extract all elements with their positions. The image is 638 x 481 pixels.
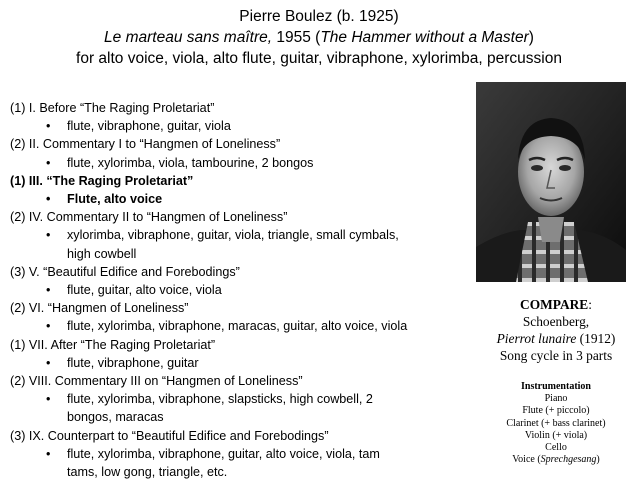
movement-instruments xyxy=(10,317,460,335)
work-title: Le marteau sans maître, xyxy=(104,29,273,46)
instrument-item: Piano xyxy=(544,393,568,405)
instrument-line: Flute, alto voice xyxy=(67,192,163,207)
instrument-line: high cowbell xyxy=(67,246,137,261)
instrumentation-heading: Instrumentation xyxy=(520,381,591,392)
scoring-line: for alto voice, viola, alto flute, guitar, vibraphone, xylorimba, percussion xyxy=(76,50,562,67)
instrument-line: flute, xylorimba, vibraphone, slapsticks, high cowbell, 2 xyxy=(67,392,373,407)
instrument-line: flute, xylorimba, vibraphone, maracas, guitar, alto voice, viola xyxy=(67,319,408,334)
instrument-item: Flute (+ piccolo) xyxy=(522,405,590,417)
bullet-icon: • xyxy=(46,228,51,243)
movement-instruments xyxy=(10,354,460,372)
bullet-icon: • xyxy=(46,392,51,407)
compare-work-line xyxy=(476,330,636,347)
instrument-line: tams, low gong, triangle, etc. xyxy=(67,465,228,480)
movement-item: (3) IX. Counterpart to “Beautiful Edifice and Forebodings” xyxy=(10,428,329,443)
work-year: 1955 ( xyxy=(272,29,321,46)
movement-instruments xyxy=(10,190,460,208)
slide-header xyxy=(0,6,638,69)
movement-instruments xyxy=(10,117,460,135)
compare-box xyxy=(476,296,636,364)
bullet-icon: • xyxy=(46,119,51,134)
movement-item: (2) VIII. Commentary III on “Hangmen of Loneliness” xyxy=(10,374,303,389)
movement-item: (3) V. “Beautiful Edifice and Forebodings” xyxy=(10,264,240,279)
compare-heading-line xyxy=(476,296,636,313)
instrument-line: flute, vibraphone, guitar xyxy=(67,355,199,370)
bullet-icon: • xyxy=(46,319,51,334)
movement-item: (1) I. Before “The Raging Proletariat” xyxy=(10,101,215,115)
portrait-image xyxy=(476,82,626,282)
compare-heading: COMPARE xyxy=(520,297,589,312)
instrument-item: Violin (+ viola) xyxy=(524,429,588,441)
movement-item: (1) VII. After “The Raging Proletariat” xyxy=(10,337,216,352)
instrument-line: flute, vibraphone, guitar, viola xyxy=(67,119,231,134)
bullet-icon: • xyxy=(46,283,51,298)
composer-line: Pierre Boulez (b. 1925) xyxy=(239,8,399,25)
compare-composer: Schoenberg, xyxy=(522,314,590,329)
movement-instruments xyxy=(10,226,460,262)
work-title-line xyxy=(0,27,638,48)
instrument-line: flute, guitar, alto voice, viola xyxy=(67,283,222,298)
instrument-line: flute, xylorimba, viola, tambourine, 2 bongos xyxy=(67,155,314,170)
movement-instruments xyxy=(10,281,460,299)
movement-instruments xyxy=(10,445,460,481)
movement-list xyxy=(10,99,460,481)
compare-work-title: Pierrot lunaire xyxy=(496,331,577,346)
movement-item: (1) III. “The Raging Proletariat” xyxy=(10,173,194,188)
movement-item: (2) VI. “Hangmen of Loneliness” xyxy=(10,301,189,316)
movement-instruments xyxy=(10,390,460,426)
work-translation: The Hammer without a Master xyxy=(320,29,529,46)
bullet-icon: • xyxy=(46,355,51,370)
compare-colon: : xyxy=(588,297,592,312)
instrument-item: Cello xyxy=(545,442,567,454)
movement-instruments xyxy=(10,154,460,172)
compare-description: Song cycle in 3 parts xyxy=(499,348,613,363)
composer-portrait xyxy=(476,82,626,282)
movement-item: (2) II. Commentary I to “Hangmen of Loneliness” xyxy=(10,137,281,152)
instrument-line: flute, xylorimba, vibraphone, guitar, alto voice, viola, tam xyxy=(67,446,380,461)
compare-work-year: (1912) xyxy=(576,331,616,346)
movement-item: (2) IV. Commentary II to “Hangmen of Loneliness” xyxy=(10,210,288,225)
bullet-icon: • xyxy=(46,155,51,170)
instrumentation-list xyxy=(486,381,626,466)
bullet-icon: • xyxy=(46,446,51,461)
work-title-end: ) xyxy=(528,29,534,46)
instrument-item-voice: Voice (Sprechgesang) xyxy=(512,454,600,466)
bullet-icon: • xyxy=(46,192,51,207)
instrument-line: xylorimba, vibraphone, guitar, viola, triangle, small cymbals, xyxy=(67,228,399,243)
instrument-line: bongos, maracas xyxy=(67,410,164,425)
instrument-item: Clarinet (+ bass clarinet) xyxy=(506,417,606,429)
